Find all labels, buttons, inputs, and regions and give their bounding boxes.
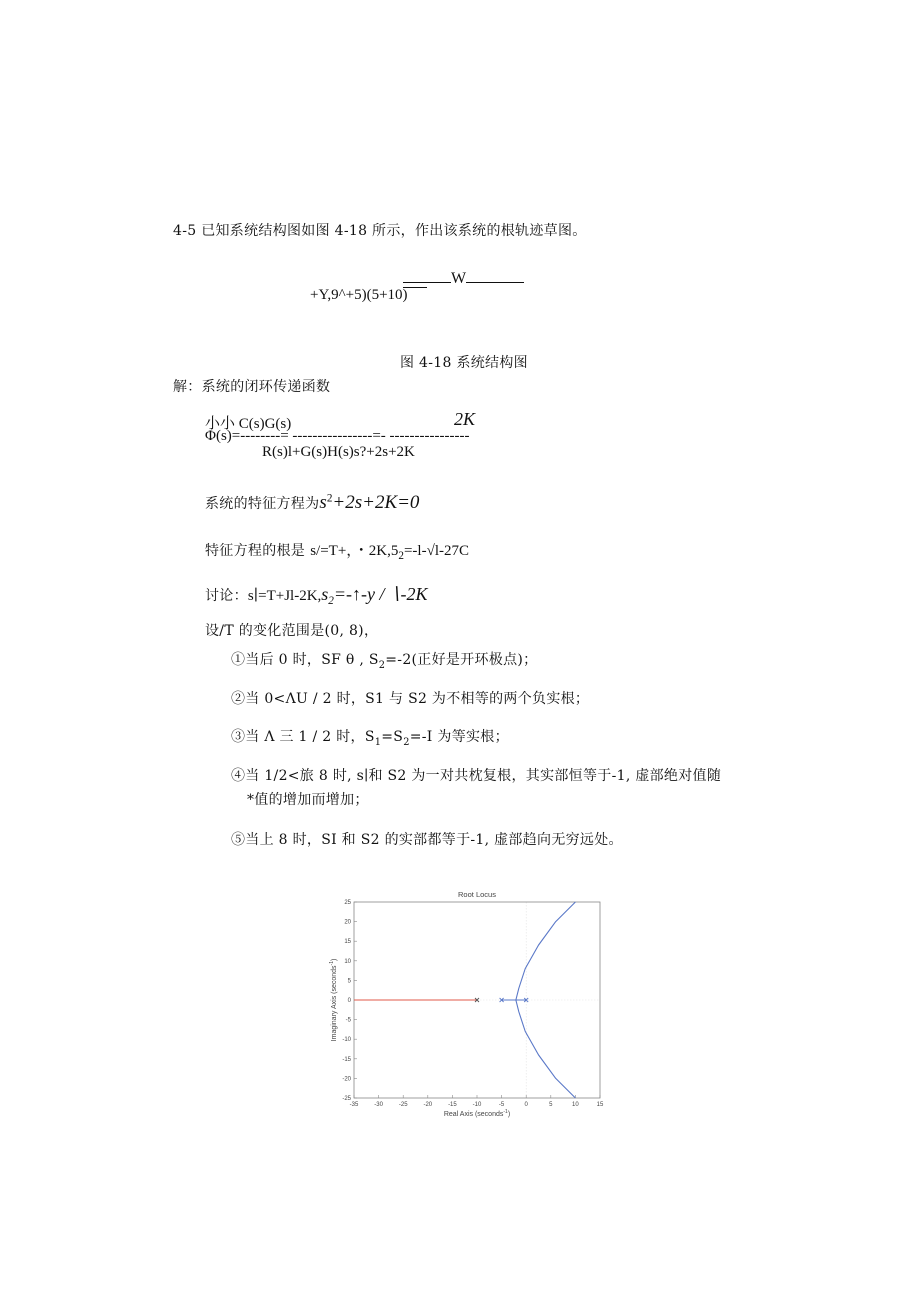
tf-numerator-left: 小小 C(s)G(s) xyxy=(205,416,292,432)
case-4: ④当 1/2<旅 8 时, s∣和 S2 为一对共枕复根，其实部恒等于-1, 虚部绝对值随 xyxy=(231,768,722,784)
block-diagram-top xyxy=(403,268,524,288)
roots-expr-a: s/=T+，・2K,5 xyxy=(310,543,399,559)
char-eq-s: s xyxy=(319,492,327,513)
roots-label: 特征方程的根是 xyxy=(205,543,306,559)
char-eq-rest: +2s+2K=0 xyxy=(332,492,420,513)
root-locus-svg xyxy=(328,886,608,1126)
case-3-sub: 1 xyxy=(374,736,382,748)
case-1-text-b: =-2(正好是开环极点)； xyxy=(385,652,538,668)
x-tick-label: -5 xyxy=(498,1102,505,1108)
y-tick-label: -20 xyxy=(342,1076,351,1083)
axis-ticks xyxy=(342,900,604,1108)
y-tick-label: 25 xyxy=(344,900,351,906)
discuss-expr-c: =-↑-y / ∖-2K xyxy=(333,584,428,604)
locus-branches xyxy=(354,902,575,1098)
x-axis-label-sup: -1 xyxy=(503,1109,508,1115)
roots-line xyxy=(205,539,469,562)
block-overline xyxy=(403,287,427,288)
case-3-text-b: =S xyxy=(381,729,404,745)
x-tick-label: 5 xyxy=(549,1102,553,1108)
case-3-text-a: ③当 Λ 三 1 / 2 时，S xyxy=(231,729,375,745)
y-tick-label: -15 xyxy=(342,1056,351,1063)
discuss-expr-a: s∣=T+Jl-2K, xyxy=(247,588,322,604)
y-tick-label: 15 xyxy=(344,939,351,946)
root-locus-chart xyxy=(328,886,608,1126)
char-eq-label: 系统的特征方程为 xyxy=(205,496,320,512)
x-tick-label: -15 xyxy=(448,1102,457,1108)
locus-branch-3 xyxy=(516,1000,576,1098)
x-axis-label-text: Real Axis (seconds xyxy=(443,1111,504,1118)
case-3 xyxy=(231,726,509,748)
x-tick-label: -20 xyxy=(423,1102,433,1108)
block-line-left xyxy=(403,268,451,283)
x-tick-label: 10 xyxy=(572,1102,579,1108)
char-eq-sup: 2 xyxy=(326,492,333,505)
y-axis-label-sup: -1 xyxy=(329,961,335,966)
tf-numerator-right: 2K xyxy=(454,409,476,429)
discuss-sub: 2 xyxy=(328,595,334,608)
discuss-expr-b: s xyxy=(321,584,329,604)
y-tick-label: -5 xyxy=(345,1017,351,1024)
case-1-sub: 2 xyxy=(378,659,386,671)
x-tick-label: -35 xyxy=(349,1102,359,1108)
x-axis-label-close: ) xyxy=(507,1111,511,1118)
case-1 xyxy=(231,649,537,671)
block-label-w: W xyxy=(451,270,467,287)
y-axis-label-close: ) xyxy=(331,958,338,962)
roots-sub: 2 xyxy=(398,550,404,563)
y-tick-label: -10 xyxy=(342,1037,351,1044)
case-3-text-c: =-I 为等实根； xyxy=(409,729,509,745)
x-tick-label: 15 xyxy=(596,1102,604,1108)
figure-caption: 图 4-18 系统结构图 xyxy=(400,355,528,371)
x-tick-label: 0 xyxy=(524,1102,528,1108)
y-tick-label: 20 xyxy=(344,919,351,926)
case-1-text-a: ①当后 0 时，SF θ , S xyxy=(231,652,379,668)
x-tick-label: -10 xyxy=(472,1102,482,1108)
range-line: 设/T 的变化范围是(0, 8)， xyxy=(205,623,379,639)
case-3-sub2: 2 xyxy=(403,736,410,748)
x-tick-label: -30 xyxy=(374,1102,383,1108)
discussion-line xyxy=(205,584,427,607)
char-equation-line xyxy=(205,492,419,514)
y-tick-label: 10 xyxy=(344,958,351,965)
chart-title: Root Locus xyxy=(458,890,496,899)
y-tick-label: 0 xyxy=(347,998,351,1004)
roots-expr-b: =-l-√l-27C xyxy=(403,543,469,559)
problem-statement: 4-5 已知系统结构图如图 4-18 所示，作出该系统的根轨迹草图。 xyxy=(173,223,587,239)
solution-intro: 解：系统的闭环传递函数 xyxy=(173,379,331,395)
x-axis-label xyxy=(444,1109,510,1118)
y-tick-label: 5 xyxy=(347,978,351,985)
block-line-right xyxy=(466,268,524,283)
y-axis-label xyxy=(329,959,338,1042)
y-axis-label-text: Imaginary Axis (seconds xyxy=(331,965,338,1042)
block-diagram-bottom: +Y,9^+5)(5+10) xyxy=(310,287,408,303)
tf-fraction-line: Φ(s)=--------= ----------------=- ---------------- xyxy=(205,428,470,444)
locus-branch-2 xyxy=(502,902,576,1000)
x-tick-label: -25 xyxy=(398,1102,408,1108)
case-5: ⑤当上 8 时，SI 和 S2 的实部都等于-1, 虚部趋向无穷远处。 xyxy=(231,832,623,848)
discuss-label: 讨论： xyxy=(205,588,248,604)
y-tick-label: -25 xyxy=(342,1096,351,1102)
tf-denominator: R(s)l+G(s)H(s)s?+2s+2K xyxy=(262,444,415,460)
case-2: ②当 0<ΛU / 2 时，S1 与 S2 为不相等的两个负实根； xyxy=(231,691,590,707)
case-4-cont: *值的增加而增加； xyxy=(247,792,369,808)
